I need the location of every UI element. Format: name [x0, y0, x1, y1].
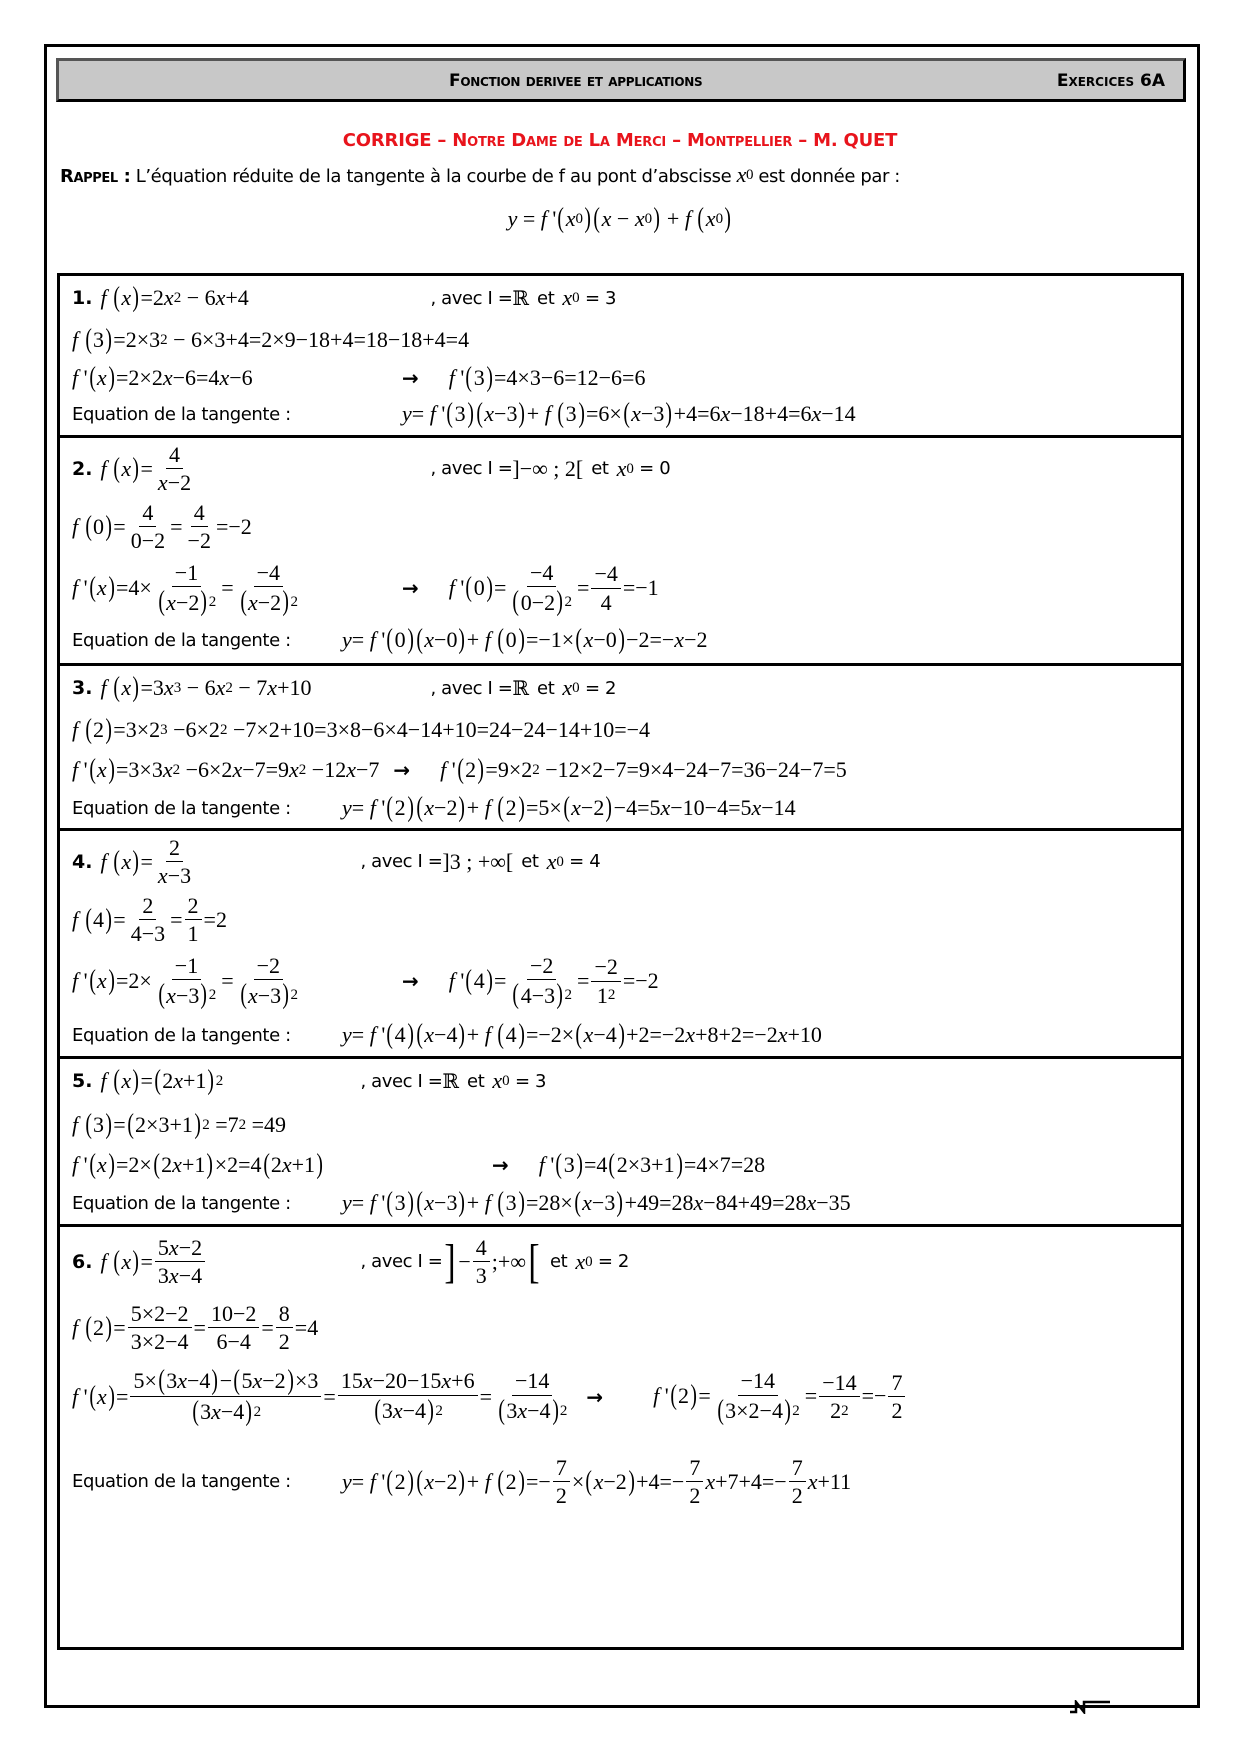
credit-line: CORRIGE – Notre Dame de La Merci – Montpellier – M. QUET	[342, 130, 898, 151]
function-value: f ( 3 ) = ( 2×3+1 ) 2 =7 2 =49	[72, 1109, 287, 1140]
interval: ]3 ; +∞[	[442, 848, 514, 874]
exercise-number: 1.	[72, 287, 93, 309]
exercise-3-statement: 3. f ( x ) =3 x 3 − 6 x 2 − 7 x +10 , avec I = ℝ et x 0 = 2	[72, 672, 617, 703]
derivative: f ' ( x ) =2× −1 ( x −3 ) 2 = −2 ( x −3 ) 2 → f ' ( 4 ) = −2 ( 4−3 ) 2 = −2 1 2 =−2	[72, 953, 659, 1011]
function-definition: f ( x ) = 4 x −2	[100, 442, 192, 496]
derivative-at-x0: f ' ( 2 ) =9×2 2 −12×2−7=9×4−24−7=36−24−7=5	[440, 754, 847, 785]
function-value: f ( 0 ) = $\frac{4}{0-2}$ = $\frac{4}{-2}$ =−2	[72, 500, 252, 554]
tangent-equation: Equation de la tangente : y = f ' ( 3 ) ( x −3 ) + f ( 3 ) =6× ( x −3 ) +4=6 x −18+4=6 x −14	[72, 398, 856, 429]
exercise-2-statement: 2. f ( x ) = 4 x −2 , avec I = ]−∞ ; 2[ et x 0 = 0	[72, 442, 671, 496]
exercise-1-statement: 1. f ( x ) =2 x 2 − 6 x +4 , avec I = ℝ et x 0 = 3	[72, 282, 617, 313]
interval: ]−∞ ; 2[	[512, 455, 584, 481]
arrow-icon: →	[402, 366, 419, 390]
tangent-equation: Equation de la tangente : y = f ' ( 2 ) ( x −2 ) + f ( 2 ) =− $\frac{7}{2}$ × ( x −2 ) +4=− $\frac{7}{2}$ x +7+4=− $\frac{7}{2}$ x +11	[72, 1455, 852, 1509]
derivative-at-x0: f ' ( 2 ) = −14 ( 3×2−4 ) 2 = −14 2 2 =− $\frac{7}{2}$	[653, 1368, 907, 1424]
tangent-equation: Equation de la tangente : y = f ' ( 3 ) ( x −3 ) + f ( 3 ) =28× ( x −3 ) +49=28 x −84+49=28 x −35	[72, 1187, 851, 1218]
derivative-at-x0: f ' ( 3 ) =4×3−6=12−6=6	[448, 362, 646, 393]
derivative: f ' ( x ) =2× ( 2 x +1 ) ×2=4 ( 2 x +1 ) → f ' ( 3 ) =4 ( 2×3+1 ) =4×7=28	[72, 1149, 766, 1180]
document-title: Fonction derivee et applications	[449, 71, 703, 91]
exercise-5	[60, 1059, 1181, 1227]
derivative: f ' ( x ) =2×2 x −6=4 x −6 → f ' ( 3 ) =4×3−6=12−6=6	[72, 362, 646, 393]
function-definition: f ( x ) =2 x 2 − 6 x +4	[100, 282, 249, 313]
function-value: f ( 2 ) = $\frac{5\times 2-2}{3\times 2-4}$ = $\frac{10-2}{6-4}$ = $\frac{8}{2}$ =4	[72, 1301, 319, 1355]
derivative: f ' ( x ) =4× −1 ( x −2 ) 2 = −4 ( x −2 ) 2 → f ' ( 0 ) = −4 ( 0−2 ) 2 = $\frac{-4}{4}$ =−1	[72, 560, 659, 618]
interval: ℝ	[512, 286, 530, 310]
exercise-4	[60, 831, 1181, 1059]
tangent-equation: Equation de la tangente : y = f ' ( 4 ) ( x −4 ) + f ( 4 ) =−2× ( x −4 ) +2=−2 x +8+2=−2 x +10	[72, 1019, 822, 1050]
interval: ℝ	[512, 676, 530, 700]
arrow-icon: →	[402, 576, 419, 601]
rappel-text	[60, 162, 900, 188]
arrow-icon: →	[393, 758, 411, 782]
header-bar	[56, 58, 1186, 102]
function-definition: f ( x ) = 2 x −3	[100, 835, 192, 889]
exercise-4-statement: 4. f ( x ) = 2 x −3 , avec I = ]3 ; +∞[ et x 0 = 4	[72, 835, 601, 889]
rappel-end: est donnée par :	[753, 166, 900, 187]
tangent-formula-math: y = f ' ( x 0 ) ( x − x 0 ) + f ( x 0 )	[507, 203, 731, 234]
tangent-formula	[0, 205, 1240, 233]
arrow-icon: →	[402, 969, 419, 994]
tangent-equation: Equation de la tangente : y = f ' ( 2 ) ( x −2 ) + f ( 2 ) =5× ( x −2 ) −4=5 x −10−4=5 x −14	[72, 792, 796, 823]
arrow-icon: →	[492, 1153, 509, 1177]
tangent-equation: Equation de la tangente : y = f ' ( 0 ) ( x −0 ) + f ( 0 ) =−1× ( x −0 ) −2=− x −2	[72, 624, 708, 655]
exercise-2	[60, 438, 1181, 666]
exercise-6-statement: 6. f ( x ) = 5 x −2 3 x −4 , avec I = ] − $\frac{4}{3}$ ;+∞ [ et x 0 = 2	[72, 1234, 629, 1289]
function-value: f ( 4 ) = $\frac{2}{4-3}$ = $\frac{2}{1}$ =2	[72, 893, 227, 947]
function-definition: f ( x ) = 5 x −2 3 x −4	[100, 1235, 360, 1289]
exercise-6	[60, 1227, 1181, 1647]
rappel-label: Rappel :	[60, 166, 131, 187]
exercise-1	[60, 276, 1181, 438]
derivative-at-x0: f ' ( 4 ) = −2 ( 4−3 ) 2 = −2 1 2 =−2	[448, 953, 659, 1011]
derivative-at-x0: f ' ( 3 ) =4 ( 2×3+1 ) =4×7=28	[538, 1149, 766, 1180]
function-value: f ( 2 ) =3×2 3 −6×2 2 −7×2+10=3×8−6×4−14+10=24−24−14+10=−4	[72, 714, 651, 745]
function-definition: f ( x ) = ( 2 x +1 ) 2	[100, 1065, 224, 1096]
x0-symbol: x 0	[736, 162, 754, 187]
derivative: f ' ( x ) = 5× ( 3 x −4 ) − ( 5 x −2 ) ×3 ( 3 x −4 ) 2 = 15 x −20−15 x +6 ( 3 x −4 ) 2 = −14 ( 3 x −4 ) 2 → f ' ( 2 ) = −14 ( 3×2−4 ) 2 = −14 2 2 =− $\frac{7}{2}$	[72, 1367, 907, 1426]
derivative-at-x0: f ' ( 0 ) = −4 ( 0−2 ) 2 = $\frac{-4}{4}$ =−1	[448, 560, 659, 618]
function-definition: f ( x ) =3 x 3 − 6 x 2 − 7 x +10	[100, 672, 312, 703]
x0-value: x 0	[562, 285, 580, 310]
function-value: f ( 3 ) =2×3 2 − 6×3+4=2×9−18+4=18−18+4=4	[72, 324, 470, 355]
interval: ℝ	[442, 1069, 460, 1093]
interval: ] − $\frac{4}{3}$ ;+∞ [	[444, 1234, 540, 1289]
exercise-5-statement: 5. f ( x ) = ( 2 x +1 ) 2 , avec I = ℝ et x 0 = 3	[72, 1065, 547, 1096]
page-corner-mark	[1070, 1700, 1110, 1714]
exercise-reference: Exercices 6A	[1056, 71, 1165, 91]
rappel-body: L’équation réduite de la tangente à la courbe de f au pont d’abscisse	[130, 166, 737, 187]
exercises-box	[57, 273, 1184, 1650]
derivative: f ' ( x ) =3×3 x 2 −6×2 x −7=9 x 2 −12 x −7 → f ' ( 2 ) =9×2 2 −12×2−7=9×4−24−7=36−24−7=5	[72, 754, 847, 785]
arrow-icon: →	[586, 1384, 604, 1409]
exercise-3	[60, 666, 1181, 831]
